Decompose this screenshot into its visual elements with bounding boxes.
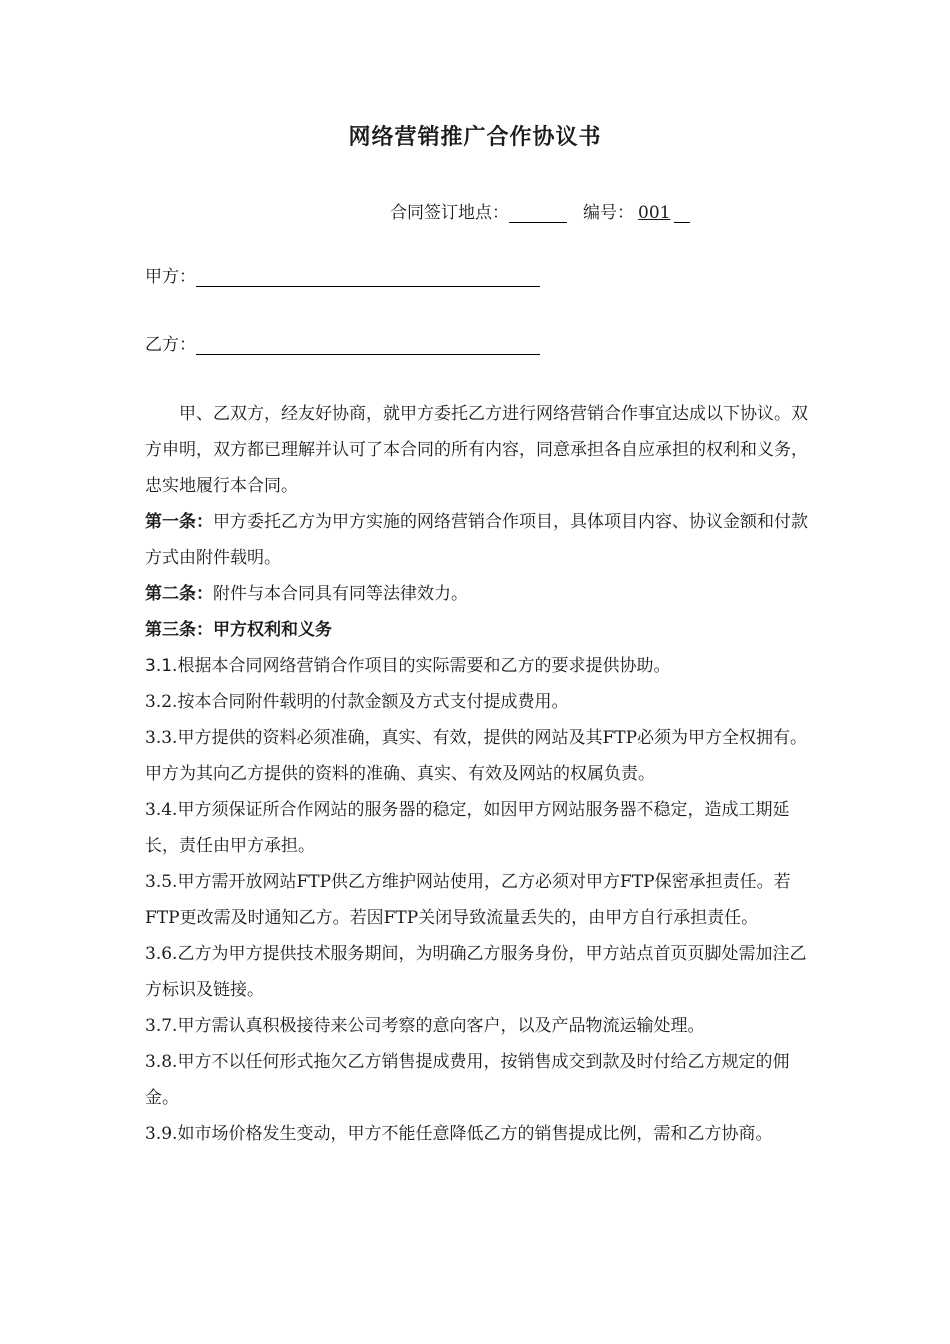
item-3-9: [145, 1116, 810, 1152]
intro-paragraph: 甲、乙双方，经友好协商，就甲方委托乙方进行网络营销合作事宜达成以下协议。双方申明，双方都已理解并认可了本合同的所有内容，同意承担各自应承担的权利和义务，忠实地履行本合同。: [145, 404, 808, 496]
clause-1: [145, 504, 810, 576]
item-number: 3.4.: [145, 800, 178, 820]
clause-1-head: 第一条：: [145, 512, 213, 532]
party-a-label: 甲方：: [145, 267, 196, 287]
party-b-blank: [196, 334, 540, 355]
item-text: 乙方为甲方提供技术服务期间，为明确乙方服务身份，甲方站点首页页脚处需加注乙方标识及链接。: [145, 944, 807, 1000]
item-number: 3.2.: [145, 692, 178, 712]
item-3-7: [145, 1008, 810, 1044]
item-text: 甲方不以任何形式拖欠乙方销售提成费用，按销售成交到款及时付给乙方规定的佣金。: [145, 1052, 790, 1108]
party-b-label: 乙方：: [145, 335, 196, 355]
clause-1-text: 甲方委托乙方为甲方实施的网络营销合作项目，具体项目内容、协议金额和付款方式由附件载明。: [145, 512, 808, 568]
item-3-4: [145, 792, 810, 864]
item-text: 甲方须保证所合作网站的服务器的稳定，如因甲方网站服务器不稳定，造成工期延长，责任由甲方承担。: [145, 800, 790, 856]
item-3-1: [145, 648, 810, 684]
signing-place-label: 合同签订地点：: [390, 203, 509, 223]
item-number: 3.3.: [145, 728, 178, 748]
clause-2-head: 第二条：: [145, 584, 213, 604]
clause-3-head: 第三条：甲方权利和义务: [145, 620, 332, 640]
party-a: [145, 262, 540, 287]
party-b: [145, 330, 540, 355]
contract-number-blank: [674, 204, 690, 223]
clause-2-text: 附件与本合同具有同等法律效力。: [213, 584, 468, 604]
item-number: 3.8.: [145, 1052, 178, 1072]
clause-2: [145, 576, 810, 612]
item-3-6: [145, 936, 810, 1008]
item-3-3: [145, 720, 810, 792]
clause-3: [145, 612, 810, 648]
party-a-blank: [196, 266, 540, 287]
contract-number-label: 编号：: [583, 203, 634, 223]
item-3-5: [145, 864, 810, 936]
document-title: 网络营销推广合作协议书: [348, 124, 602, 150]
item-number: 3.5.: [145, 872, 178, 892]
item-3-8: [145, 1044, 810, 1116]
contract-meta: [390, 198, 690, 223]
item-text: 甲方提供的资料必须准确，真实、有效，提供的网站及其FTP必须为甲方全权拥有。甲方为其向乙方提供的资料的准确、真实、有效及网站的权属负责。: [145, 728, 808, 784]
item-text: 按本合同附件载明的付款金额及方式支付提成费用。: [177, 692, 569, 712]
contract-body: [145, 396, 810, 1152]
item-text: 根据本合同网络营销合作项目的实际需要和乙方的要求提供协助。: [177, 656, 671, 676]
item-text: 甲方需认真积极接待来公司考察的意向客户，以及产品物流运输处理。: [177, 1016, 705, 1036]
item-3-2: [145, 684, 810, 720]
item-text: 甲方需开放网站FTP供乙方维护网站使用，乙方必须对甲方FTP保密承担责任。若FTP更改需及时通知乙方。若因FTP关闭导致流量丢失的，由甲方自行承担责任。: [145, 872, 791, 928]
item-number: 3.1.: [145, 656, 178, 676]
item-text: 如市场价格发生变动，甲方不能任意降低乙方的销售提成比例，需和乙方协商。: [177, 1124, 773, 1144]
contract-number-value: 001: [638, 203, 671, 223]
item-number: 3.7.: [145, 1016, 178, 1036]
item-number: 3.9.: [145, 1124, 178, 1144]
item-number: 3.6.: [145, 944, 178, 964]
signing-place-blank: [509, 204, 567, 223]
